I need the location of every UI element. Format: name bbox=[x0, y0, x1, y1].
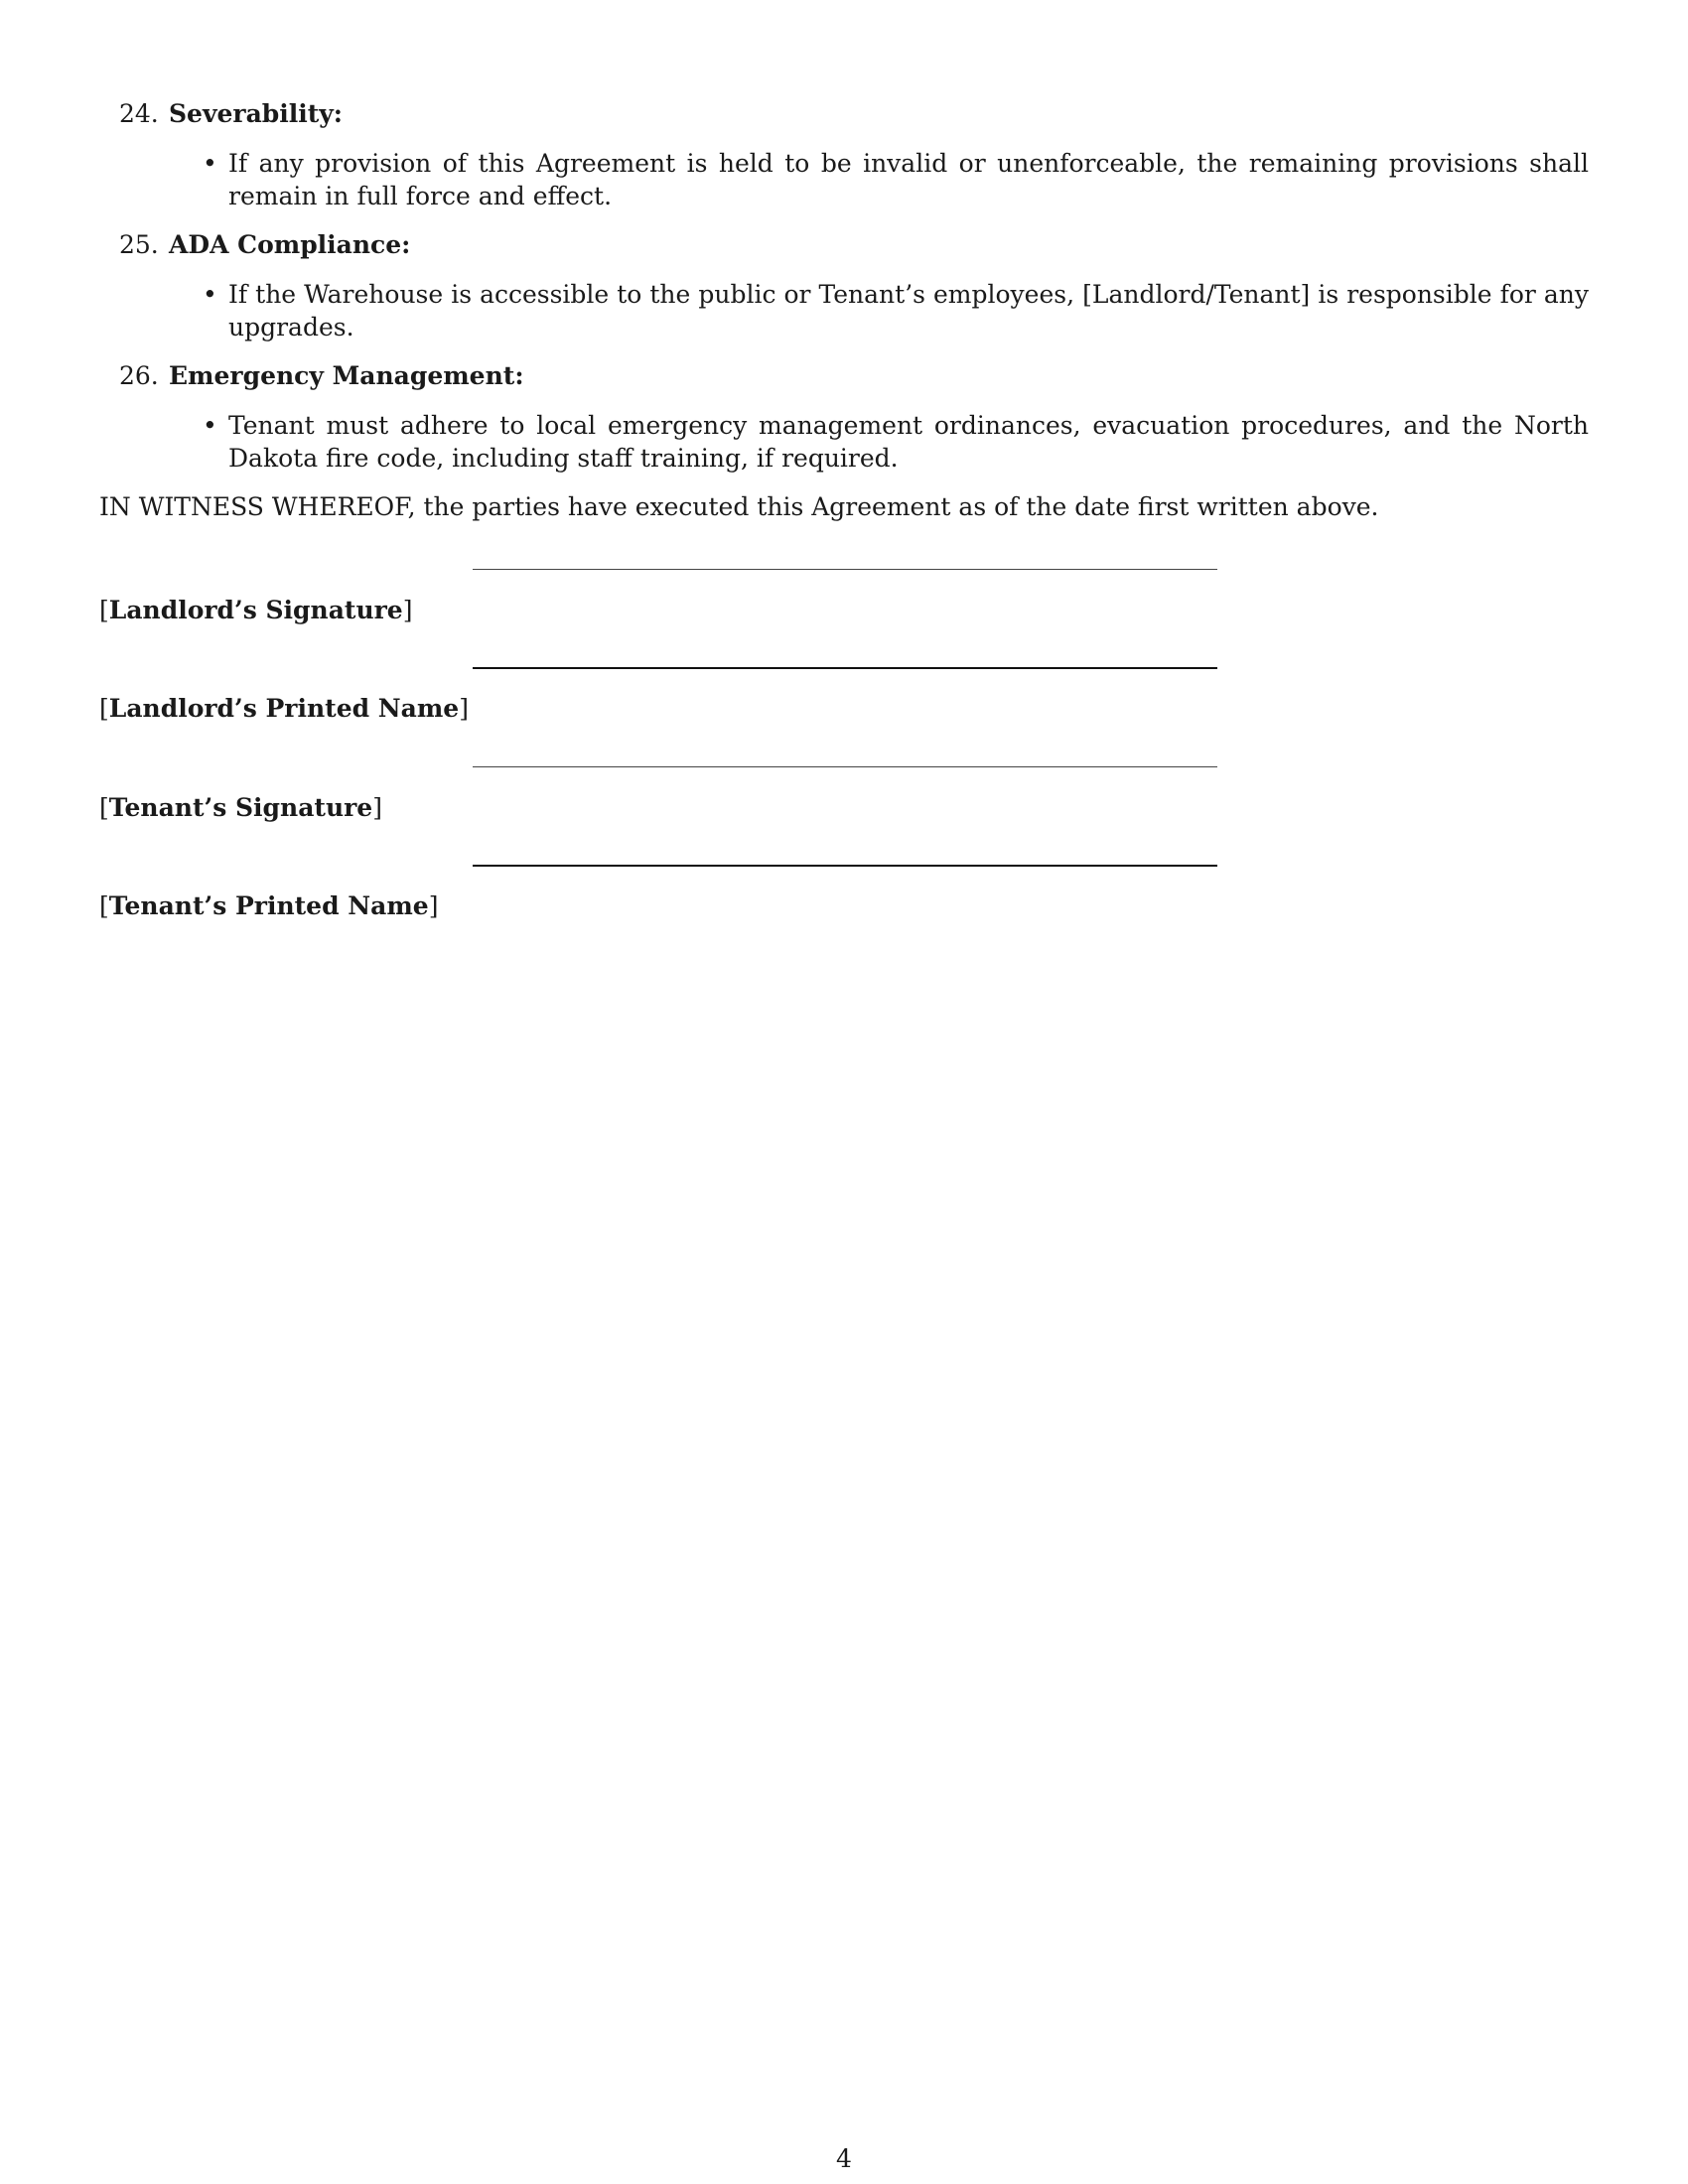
section-emergency-management bbox=[99, 359, 1589, 475]
bullet-text: If any provision of this Agreement is held to be invalid or unenforceable, the remaining provisions shall remain in full force and effect. bbox=[228, 149, 1589, 210]
bullet-list bbox=[99, 278, 1589, 343]
landlord-signature-label: [Landlord’s Signature] bbox=[99, 596, 413, 624]
list-item bbox=[203, 278, 1589, 343]
bullet-icon: • bbox=[203, 280, 217, 309]
section-heading bbox=[99, 97, 1589, 137]
tenant-printed-name-label: [Tenant’s Printed Name] bbox=[99, 891, 439, 920]
section-title: Severability: bbox=[169, 99, 344, 128]
witness-clause: IN WITNESS WHEREOF, the parties have executed this Agreement as of the date first written above. bbox=[99, 492, 1379, 521]
bullet-list bbox=[99, 409, 1589, 475]
landlord-printed-name-label: [Landlord’s Printed Name] bbox=[99, 694, 469, 723]
bullet-list bbox=[99, 147, 1589, 212]
tenant-signature-label: [Tenant’s Signature] bbox=[99, 793, 382, 822]
tenant-signature-line[interactable] bbox=[473, 766, 1217, 767]
section-title: Emergency Management: bbox=[169, 361, 524, 390]
landlord-signature-line[interactable] bbox=[473, 569, 1217, 570]
section-severability bbox=[99, 97, 1589, 212]
section-number: 26. bbox=[119, 361, 159, 390]
page-number: 4 bbox=[836, 2144, 852, 2173]
bullet-icon: • bbox=[203, 411, 217, 440]
document-body bbox=[99, 97, 1589, 523]
section-number: 25. bbox=[119, 230, 159, 259]
list-item bbox=[203, 147, 1589, 212]
bullet-text: Tenant must adhere to local emergency management ordinances, evacuation procedures, and the North Dakota fire code, including staff training, if required. bbox=[228, 411, 1589, 473]
section-heading bbox=[99, 359, 1589, 399]
section-heading bbox=[99, 228, 1589, 268]
section-number: 24. bbox=[119, 99, 159, 128]
section-ada-compliance bbox=[99, 228, 1589, 343]
tenant-printed-name-line[interactable] bbox=[473, 865, 1217, 867]
landlord-printed-name-line[interactable] bbox=[473, 667, 1217, 669]
bullet-icon: • bbox=[203, 149, 217, 178]
list-item bbox=[203, 409, 1589, 475]
bullet-text: If the Warehouse is accessible to the public or Tenant’s employees, [Landlord/Tenant] is responsible for any upgrades. bbox=[228, 280, 1589, 341]
section-title: ADA Compliance: bbox=[169, 230, 411, 259]
